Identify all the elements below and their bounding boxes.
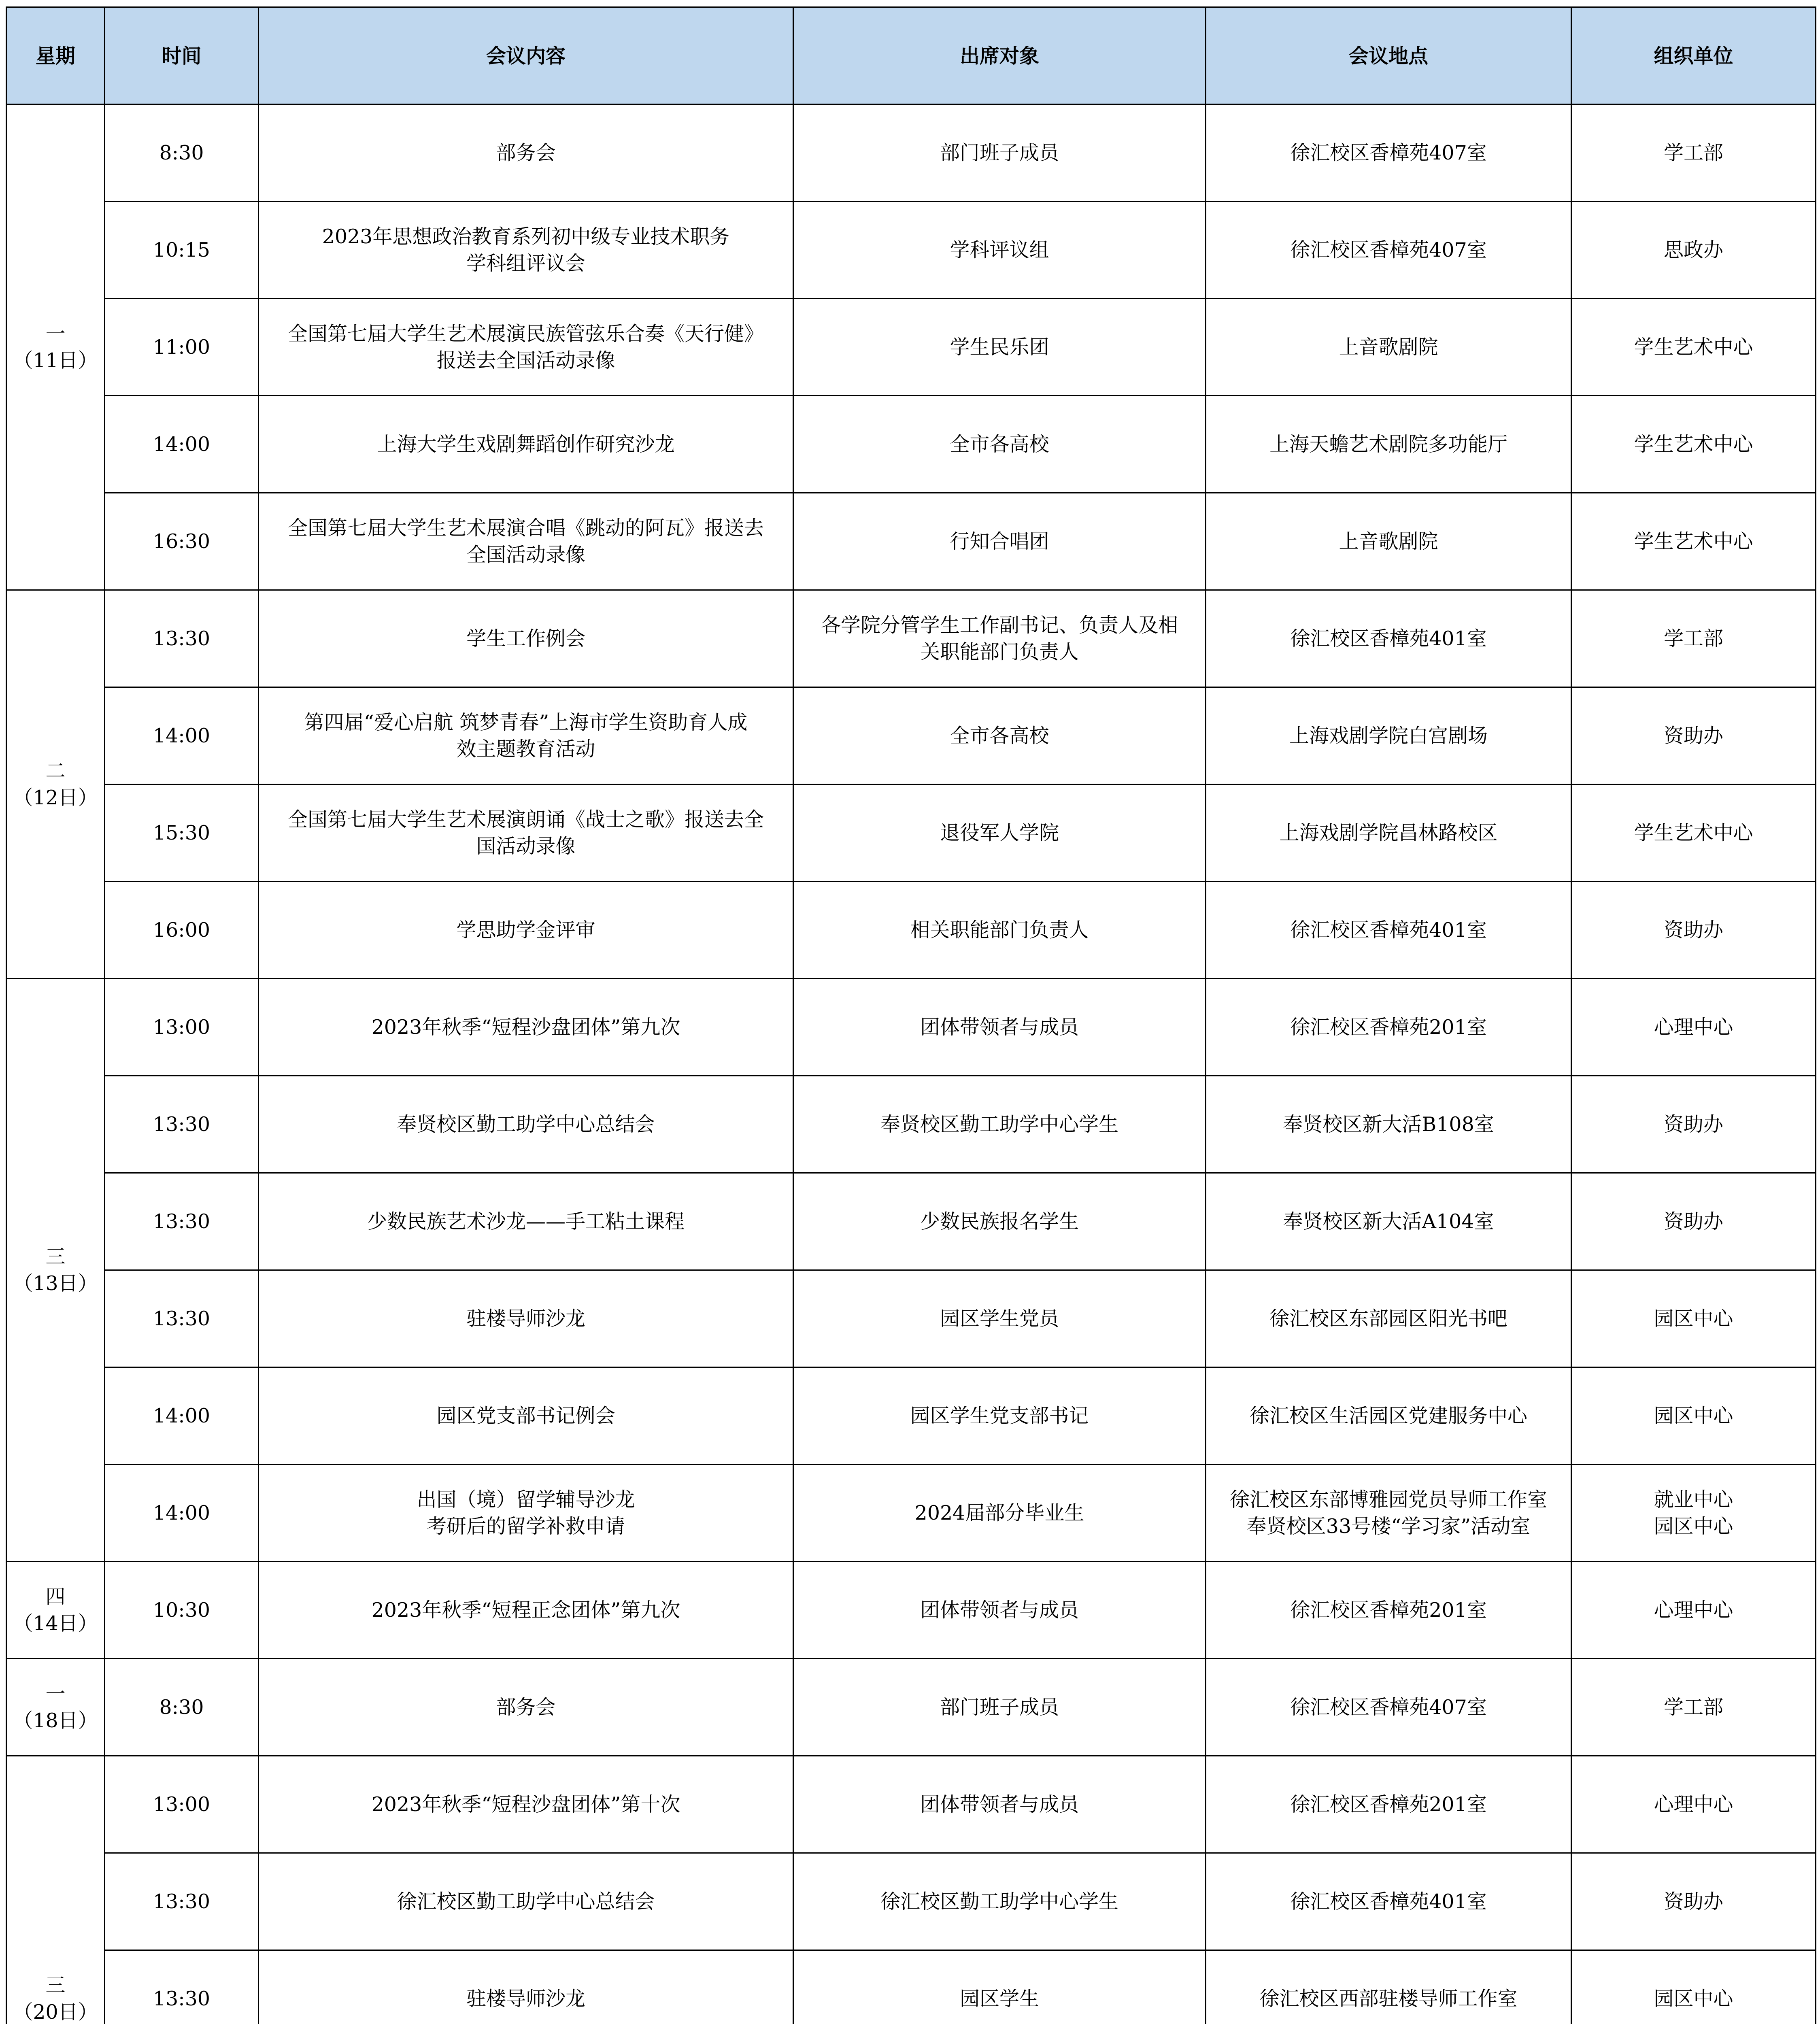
location-cell: 徐汇校区香樟苑401室 bbox=[1206, 1853, 1571, 1950]
attendees-cell: 相关职能部门负责人 bbox=[793, 882, 1206, 979]
location-cell: 徐汇校区香樟苑407室 bbox=[1206, 202, 1571, 299]
attendees-cell: 徐汇校区勤工助学中心学生 bbox=[793, 1853, 1206, 1950]
weekday-cell: 三 （13日） bbox=[6, 979, 105, 1562]
location-cell: 徐汇校区生活园区党建服务中心 bbox=[1206, 1367, 1571, 1465]
time-cell: 13:30 bbox=[105, 1270, 259, 1367]
schedule-body bbox=[6, 104, 1816, 2024]
table-row bbox=[6, 785, 1816, 882]
time-cell: 14:00 bbox=[105, 1465, 259, 1562]
attendees-cell: 园区学生党员 bbox=[793, 1270, 1206, 1367]
header-attendees: 出席对象 bbox=[793, 7, 1206, 104]
organizer-cell: 资助办 bbox=[1571, 687, 1816, 785]
organizer-cell: 资助办 bbox=[1571, 1853, 1816, 1950]
attendees-cell: 少数民族报名学生 bbox=[793, 1173, 1206, 1270]
organizer-cell: 园区中心 bbox=[1571, 1950, 1816, 2024]
time-cell: 13:00 bbox=[105, 1756, 259, 1853]
time-cell: 8:30 bbox=[105, 1659, 259, 1756]
header-content: 会议内容 bbox=[259, 7, 793, 104]
meeting-schedule-table bbox=[6, 6, 1816, 2024]
content-cell: 学思助学金评审 bbox=[259, 882, 793, 979]
organizer-cell: 资助办 bbox=[1571, 1173, 1816, 1270]
organizer-cell: 心理中心 bbox=[1571, 1562, 1816, 1659]
time-cell: 13:30 bbox=[105, 1173, 259, 1270]
content-cell: 出国（境）留学辅导沙龙 考研后的留学补救申请 bbox=[259, 1465, 793, 1562]
organizer-cell: 学生艺术中心 bbox=[1571, 299, 1816, 396]
organizer-cell: 资助办 bbox=[1571, 882, 1816, 979]
location-cell: 上音歌剧院 bbox=[1206, 493, 1571, 590]
location-cell: 上海天蟾艺术剧院多功能厅 bbox=[1206, 396, 1571, 493]
attendees-cell: 团体带领者与成员 bbox=[793, 1756, 1206, 1853]
organizer-cell: 学工部 bbox=[1571, 590, 1816, 687]
content-cell: 2023年思想政治教育系列初中级专业技术职务 学科组评议会 bbox=[259, 202, 793, 299]
attendees-cell: 部门班子成员 bbox=[793, 104, 1206, 202]
location-cell: 上音歌剧院 bbox=[1206, 299, 1571, 396]
attendees-cell: 园区学生党支部书记 bbox=[793, 1367, 1206, 1465]
header-organizer: 组织单位 bbox=[1571, 7, 1816, 104]
content-cell: 全国第七届大学生艺术展演朗诵《战士之歌》报送去全 国活动录像 bbox=[259, 785, 793, 882]
content-cell: 徐汇校区勤工助学中心总结会 bbox=[259, 1853, 793, 1950]
location-cell: 上海戏剧学院白宫剧场 bbox=[1206, 687, 1571, 785]
attendees-cell: 全市各高校 bbox=[793, 687, 1206, 785]
location-cell: 徐汇校区香樟苑407室 bbox=[1206, 1659, 1571, 1756]
time-cell: 13:30 bbox=[105, 1076, 259, 1173]
table-row bbox=[6, 1659, 1816, 1756]
location-cell: 徐汇校区香樟苑407室 bbox=[1206, 104, 1571, 202]
weekday-cell: 二 （12日） bbox=[6, 590, 105, 979]
time-cell: 14:00 bbox=[105, 1367, 259, 1465]
location-cell: 徐汇校区香樟苑201室 bbox=[1206, 979, 1571, 1076]
time-cell: 15:30 bbox=[105, 785, 259, 882]
time-cell: 13:30 bbox=[105, 1950, 259, 2024]
content-cell: 驻楼导师沙龙 bbox=[259, 1270, 793, 1367]
organizer-cell: 就业中心 园区中心 bbox=[1571, 1465, 1816, 1562]
attendees-cell: 各学院分管学生工作副书记、负责人及相 关职能部门负责人 bbox=[793, 590, 1206, 687]
organizer-cell: 园区中心 bbox=[1571, 1367, 1816, 1465]
content-cell: 奉贤校区勤工助学中心总结会 bbox=[259, 1076, 793, 1173]
attendees-cell: 部门班子成员 bbox=[793, 1659, 1206, 1756]
table-row bbox=[6, 687, 1816, 785]
content-cell: 部务会 bbox=[259, 1659, 793, 1756]
organizer-cell: 心理中心 bbox=[1571, 1756, 1816, 1853]
table-row bbox=[6, 1270, 1816, 1367]
table-row bbox=[6, 202, 1816, 299]
location-cell: 徐汇校区香樟苑401室 bbox=[1206, 590, 1571, 687]
time-cell: 11:00 bbox=[105, 299, 259, 396]
table-row bbox=[6, 104, 1816, 202]
content-cell: 2023年秋季“短程正念团体”第九次 bbox=[259, 1562, 793, 1659]
attendees-cell: 2024届部分毕业生 bbox=[793, 1465, 1206, 1562]
attendees-cell: 行知合唱团 bbox=[793, 493, 1206, 590]
organizer-cell: 心理中心 bbox=[1571, 979, 1816, 1076]
header-location: 会议地点 bbox=[1206, 7, 1571, 104]
table-row bbox=[6, 396, 1816, 493]
organizer-cell: 学生艺术中心 bbox=[1571, 785, 1816, 882]
attendees-cell: 学生民乐团 bbox=[793, 299, 1206, 396]
table-row bbox=[6, 590, 1816, 687]
organizer-cell: 资助办 bbox=[1571, 1076, 1816, 1173]
table-row bbox=[6, 882, 1816, 979]
content-cell: 2023年秋季“短程沙盘团体”第十次 bbox=[259, 1756, 793, 1853]
time-cell: 10:30 bbox=[105, 1562, 259, 1659]
content-cell: 学生工作例会 bbox=[259, 590, 793, 687]
time-cell: 16:30 bbox=[105, 493, 259, 590]
table-row bbox=[6, 299, 1816, 396]
organizer-cell: 学生艺术中心 bbox=[1571, 396, 1816, 493]
location-cell: 上海戏剧学院昌林路校区 bbox=[1206, 785, 1571, 882]
content-cell: 驻楼导师沙龙 bbox=[259, 1950, 793, 2024]
content-cell: 全国第七届大学生艺术展演民族管弦乐合奏《天行健》 报送去全国活动录像 bbox=[259, 299, 793, 396]
table-row bbox=[6, 1173, 1816, 1270]
organizer-cell: 思政办 bbox=[1571, 202, 1816, 299]
attendees-cell: 退役军人学院 bbox=[793, 785, 1206, 882]
weekday-cell: 四 （14日） bbox=[6, 1562, 105, 1659]
weekday-cell: 三 （20日） bbox=[6, 1756, 105, 2024]
header-weekday: 星期 bbox=[6, 7, 105, 104]
time-cell: 14:00 bbox=[105, 396, 259, 493]
table-row bbox=[6, 1465, 1816, 1562]
location-cell: 徐汇校区西部驻楼导师工作室 bbox=[1206, 1950, 1571, 2024]
table-row bbox=[6, 1853, 1816, 1950]
organizer-cell: 学工部 bbox=[1571, 1659, 1816, 1756]
table-row bbox=[6, 1562, 1816, 1659]
content-cell: 少数民族艺术沙龙——手工粘土课程 bbox=[259, 1173, 793, 1270]
location-cell: 奉贤校区新大活A104室 bbox=[1206, 1173, 1571, 1270]
content-cell: 全国第七届大学生艺术展演合唱《跳动的阿瓦》报送去 全国活动录像 bbox=[259, 493, 793, 590]
attendees-cell: 团体带领者与成员 bbox=[793, 1562, 1206, 1659]
attendees-cell: 学科评议组 bbox=[793, 202, 1206, 299]
location-cell: 徐汇校区香樟苑401室 bbox=[1206, 882, 1571, 979]
weekday-cell: 一 （11日） bbox=[6, 104, 105, 590]
content-cell: 第四届“爱心启航 筑梦青春”上海市学生资助育人成 效主题教育活动 bbox=[259, 687, 793, 785]
content-cell: 2023年秋季“短程沙盘团体”第九次 bbox=[259, 979, 793, 1076]
table-row bbox=[6, 979, 1816, 1076]
time-cell: 13:30 bbox=[105, 590, 259, 687]
organizer-cell: 学工部 bbox=[1571, 104, 1816, 202]
header-row bbox=[6, 7, 1816, 104]
time-cell: 13:00 bbox=[105, 979, 259, 1076]
location-cell: 徐汇校区东部博雅园党员导师工作室 奉贤校区33号楼“学习家”活动室 bbox=[1206, 1465, 1571, 1562]
attendees-cell: 园区学生 bbox=[793, 1950, 1206, 2024]
time-cell: 8:30 bbox=[105, 104, 259, 202]
location-cell: 奉贤校区新大活B108室 bbox=[1206, 1076, 1571, 1173]
organizer-cell: 园区中心 bbox=[1571, 1270, 1816, 1367]
content-cell: 园区党支部书记例会 bbox=[259, 1367, 793, 1465]
table-row bbox=[6, 1076, 1816, 1173]
attendees-cell: 奉贤校区勤工助学中心学生 bbox=[793, 1076, 1206, 1173]
content-cell: 上海大学生戏剧舞蹈创作研究沙龙 bbox=[259, 396, 793, 493]
header-time: 时间 bbox=[105, 7, 259, 104]
location-cell: 徐汇校区香樟苑201室 bbox=[1206, 1562, 1571, 1659]
weekday-cell: 一 （18日） bbox=[6, 1659, 105, 1756]
table-row bbox=[6, 1756, 1816, 1853]
location-cell: 徐汇校区香樟苑201室 bbox=[1206, 1756, 1571, 1853]
organizer-cell: 学生艺术中心 bbox=[1571, 493, 1816, 590]
time-cell: 16:00 bbox=[105, 882, 259, 979]
table-row bbox=[6, 1367, 1816, 1465]
time-cell: 13:30 bbox=[105, 1853, 259, 1950]
table-row bbox=[6, 1950, 1816, 2024]
location-cell: 徐汇校区东部园区阳光书吧 bbox=[1206, 1270, 1571, 1367]
time-cell: 10:15 bbox=[105, 202, 259, 299]
content-cell: 部务会 bbox=[259, 104, 793, 202]
time-cell: 14:00 bbox=[105, 687, 259, 785]
attendees-cell: 全市各高校 bbox=[793, 396, 1206, 493]
table-row bbox=[6, 493, 1816, 590]
attendees-cell: 团体带领者与成员 bbox=[793, 979, 1206, 1076]
